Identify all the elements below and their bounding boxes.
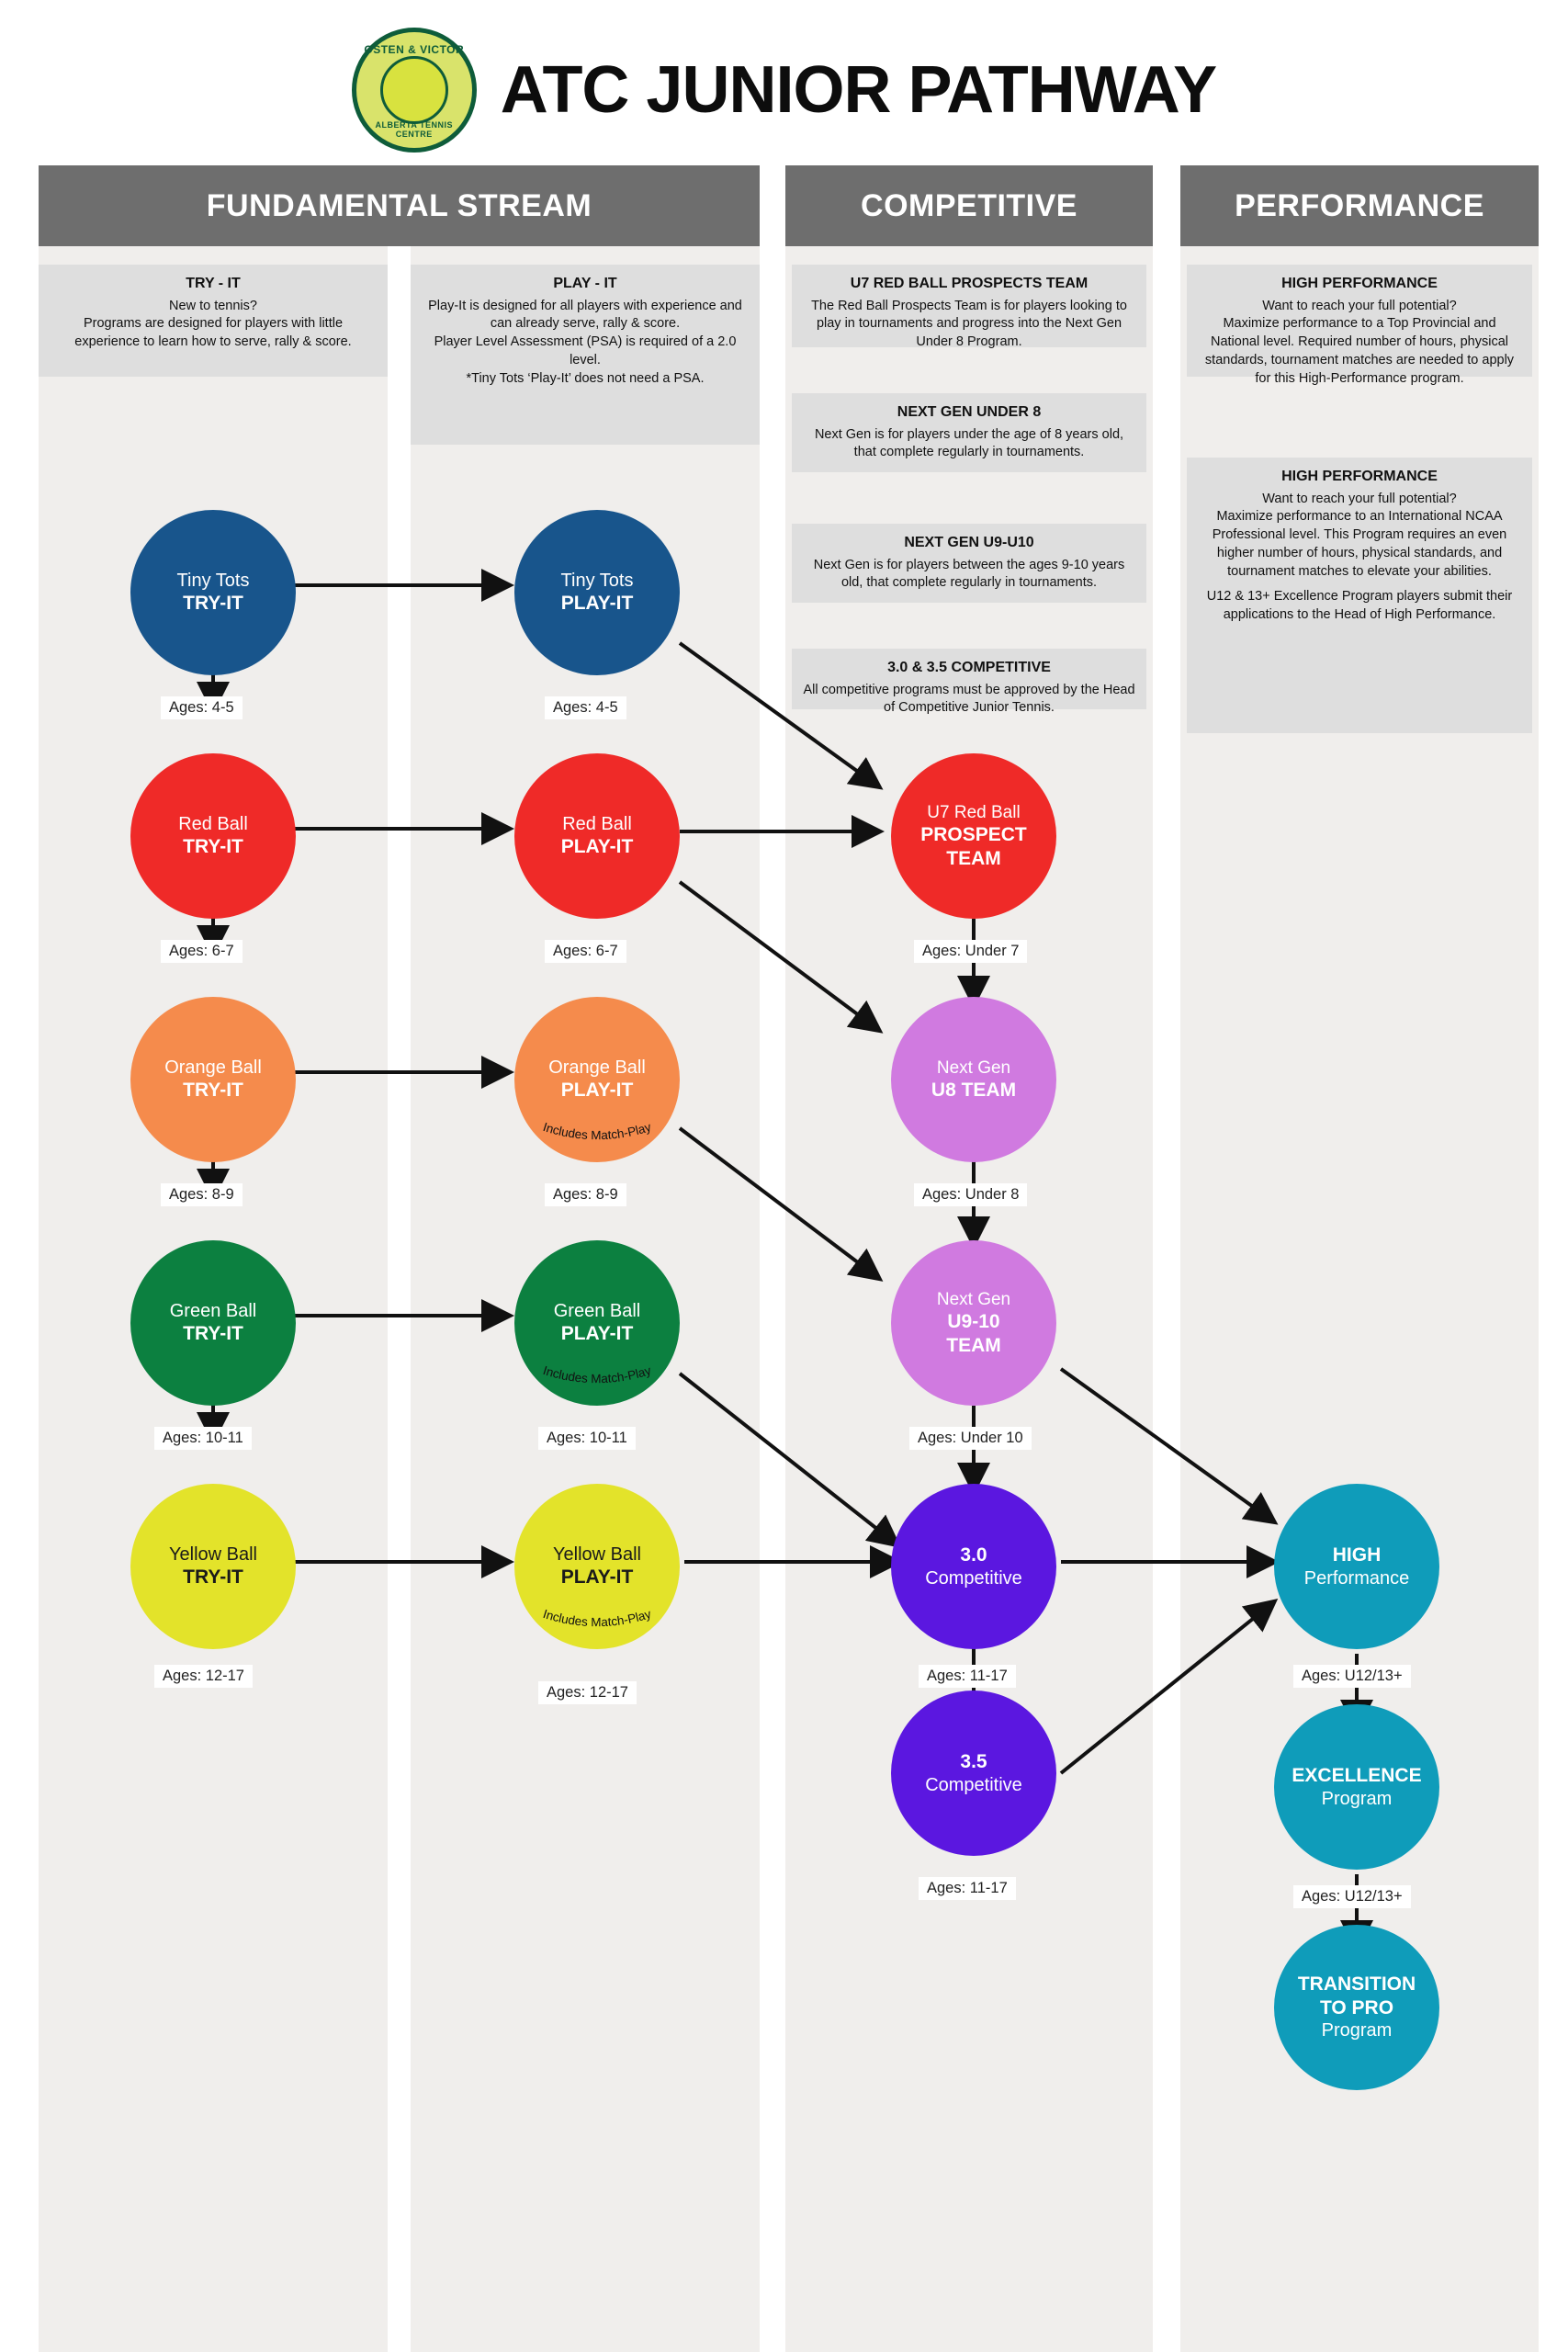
age-label-play-it-red-ball: Ages: 6-7 [545,940,626,963]
age-label-competitive-3-0: Ages: 11-17 [919,1665,1016,1688]
info-body-play-it: Play-It is designed for all players with experience and can already serve, rally & score. Player Level Assessment (PSA) is required of a 2.0 level. *Tiny Tots ‘Play-It’ does not need a PSA. [428,298,742,386]
info-footnote-high-performance-2: U12 & 13+ Excellence Program players submit their applications to the Head of High Performance. [1206,589,1513,623]
info-box-high-performance-2 [1187,458,1532,733]
page-title: ATC JUNIOR PATHWAY [500,52,1217,127]
info-title-play-it: PLAY - IT [553,276,617,291]
node-label-line2: PROSPECT [920,823,1027,845]
age-label-try-it-yellow-ball: Ages: 12-17 [154,1665,253,1688]
node-label-line1: Red Ball [178,814,248,834]
node-label-line1: Yellow Ball [553,1544,641,1565]
node-excellence-program[interactable] [1274,1704,1439,1870]
node-play-it-tiny-tots[interactable] [514,510,680,675]
node-high-performance[interactable] [1274,1484,1439,1649]
node-label-line2: TRY-IT [183,1566,243,1589]
info-body-u7-prospects: The Red Ball Prospects Team is for players looking to play in tournaments and progress into the Next Gen Under 8 Program. [811,298,1127,350]
info-box-high-performance-1 [1187,265,1532,386]
node-label-line1: EXCELLENCE [1292,1765,1422,1786]
node-label-line2: Competitive [925,1567,1022,1589]
node-label-line1: Green Ball [169,1301,257,1321]
node-label-line2: TRY-IT [183,836,243,858]
node-competitive-3-0[interactable] [891,1484,1056,1649]
age-label-excellence-program: Ages: U12/13+ [1293,1885,1411,1908]
node-play-it-yellow-ball[interactable] [514,1484,680,1649]
info-box-u7-prospects [792,265,1146,350]
logo-top-text: OSTEN & VICTOR [364,42,465,56]
node-label-line1: 3.5 [960,1751,987,1772]
node-label-line3: TEAM [946,1334,1001,1356]
node-label-line2: U9-10 [947,1310,1000,1332]
page-header [0,28,1568,152]
info-title-competitive-30-35: 3.0 & 3.5 COMPETITIVE [887,660,1051,675]
age-label-high-performance: Ages: U12/13+ [1293,1665,1411,1688]
info-title-high-performance-1: HIGH PERFORMANCE [1281,276,1438,291]
node-try-it-red-ball[interactable] [130,753,296,919]
info-box-next-gen-u8 [792,393,1146,472]
age-label-u7-prospect: Ages: Under 7 [914,940,1027,963]
node-try-it-green-ball[interactable] [130,1240,296,1406]
node-label-line2: PLAY-IT [560,593,634,615]
node-label-line1: Yellow Ball [169,1544,257,1565]
node-label-line2: U8 TEAM [931,1079,1017,1101]
node-label-line1: Orange Ball [164,1057,262,1078]
node-label-line2: PLAY-IT [560,836,634,858]
info-title-u7-prospects: U7 RED BALL PROSPECTS TEAM [850,276,1089,291]
node-transition-to-pro-program[interactable] [1274,1925,1439,2090]
node-try-it-tiny-tots[interactable] [130,510,296,675]
age-label-competitive-3-5: Ages: 11-17 [919,1877,1016,1900]
node-label-line1: Tiny Tots [176,571,250,591]
info-title-next-gen-u9-u10: NEXT GEN U9-U10 [904,535,1034,550]
tennis-ball-icon [380,56,448,124]
match-play-text: Includes Match-Play [541,1119,653,1143]
column-header-fundamental: FUNDAMENTAL STREAM [39,165,760,246]
info-body-high-performance-2: Want to reach your full potential? Maximize performance to an International NCAA Professional level. This Program requires an even higher number of hours, physical standards, and tournament matches to elevate your abilities. [1212,491,1507,579]
node-label-line1: TRANSITION [1297,1973,1416,1996]
info-title-try-it: TRY - IT [186,276,241,291]
column-header-competitive: COMPETITIVE [785,165,1153,246]
node-label-line1: Orange Ball [548,1057,646,1078]
column-header-performance: PERFORMANCE [1180,165,1539,246]
match-play-text: Includes Match-Play [541,1363,653,1386]
info-body-try-it: New to tennis? Programs are designed for players with little experience to learn how to serve, rally & score. [74,298,352,350]
node-u7-red-ball-prospect-team[interactable] [891,753,1056,919]
node-label-line2: TO PRO [1319,1996,1394,2018]
node-next-gen-u8-team[interactable] [891,997,1056,1162]
node-label-line3: TEAM [946,847,1001,869]
node-label-line2: PLAY-IT [560,1566,634,1589]
info-box-try-it [39,265,388,377]
node-label-line1: Red Ball [562,814,632,834]
node-competitive-3-5[interactable] [891,1690,1056,1856]
age-label-play-it-green-ball: Ages: 10-11 [538,1427,636,1450]
age-label-try-it-tiny-tots: Ages: 4-5 [161,696,243,719]
age-label-play-it-orange-ball: Ages: 8-9 [545,1183,626,1206]
info-title-high-performance-2: HIGH PERFORMANCE [1281,469,1438,484]
node-try-it-yellow-ball[interactable] [130,1484,296,1649]
node-try-it-orange-ball[interactable] [130,997,296,1162]
node-play-it-green-ball[interactable] [514,1240,680,1406]
info-body-next-gen-u8: Next Gen is for players under the age of 8 years old, that complete regularly in tournaments. [814,426,1124,460]
age-label-try-it-red-ball: Ages: 6-7 [161,940,243,963]
node-label-line2: Competitive [925,1774,1022,1795]
age-label-try-it-green-ball: Ages: 10-11 [154,1427,252,1450]
node-label-line1: HIGH [1332,1544,1382,1566]
node-label-line2: TRY-IT [183,1323,243,1345]
info-box-competitive-30-35 [792,649,1146,716]
age-label-play-it-yellow-ball: Ages: 12-17 [538,1681,637,1704]
info-title-next-gen-u8: NEXT GEN UNDER 8 [897,404,1042,420]
node-label-line1: 3.0 [960,1544,987,1566]
info-box-play-it [411,265,760,445]
node-label-line1: Green Ball [553,1301,641,1321]
atc-logo [352,28,477,153]
node-label-line1: Next Gen [936,1057,1011,1078]
node-label-line3: Program [1321,2020,1393,2041]
info-box-next-gen-u9-u10 [792,524,1146,603]
age-label-try-it-orange-ball: Ages: 8-9 [161,1183,243,1206]
node-play-it-orange-ball[interactable] [514,997,680,1162]
info-body-high-performance-1: Want to reach your full potential? Maximize performance to a Top Provincial and National level. Required number of hours, physical standards, tournament matches are needed to apply for this High-Performance program. [1204,298,1515,386]
node-label-line1: Tiny Tots [560,571,634,591]
match-play-text: Includes Match-Play [541,1606,653,1630]
age-label-next-gen-u9-10: Ages: Under 10 [909,1427,1032,1450]
node-label-line2: Program [1321,1788,1393,1809]
node-label-line2: Performance [1303,1567,1410,1589]
node-label-line1: U7 Red Ball [927,802,1021,822]
node-label-line2: PLAY-IT [560,1080,634,1102]
node-label-line2: PLAY-IT [560,1323,634,1345]
age-label-play-it-tiny-tots: Ages: 4-5 [545,696,626,719]
node-label-line1: Next Gen [936,1289,1011,1309]
node-play-it-red-ball[interactable] [514,753,680,919]
info-body-next-gen-u9-u10: Next Gen is for players between the ages 9-10 years old, that complete regularly in tournaments. [813,557,1125,591]
node-label-line2: TRY-IT [183,1080,243,1102]
age-label-next-gen-u8: Ages: Under 8 [914,1183,1027,1206]
logo-bottom-text: ALBERTA TENNIS CENTRE [375,119,454,139]
node-label-line2: TRY-IT [183,593,243,615]
info-body-competitive-30-35: All competitive programs must be approved by the Head of Competitive Junior Tennis. [803,682,1135,716]
node-next-gen-u9-10-team[interactable] [891,1240,1056,1406]
